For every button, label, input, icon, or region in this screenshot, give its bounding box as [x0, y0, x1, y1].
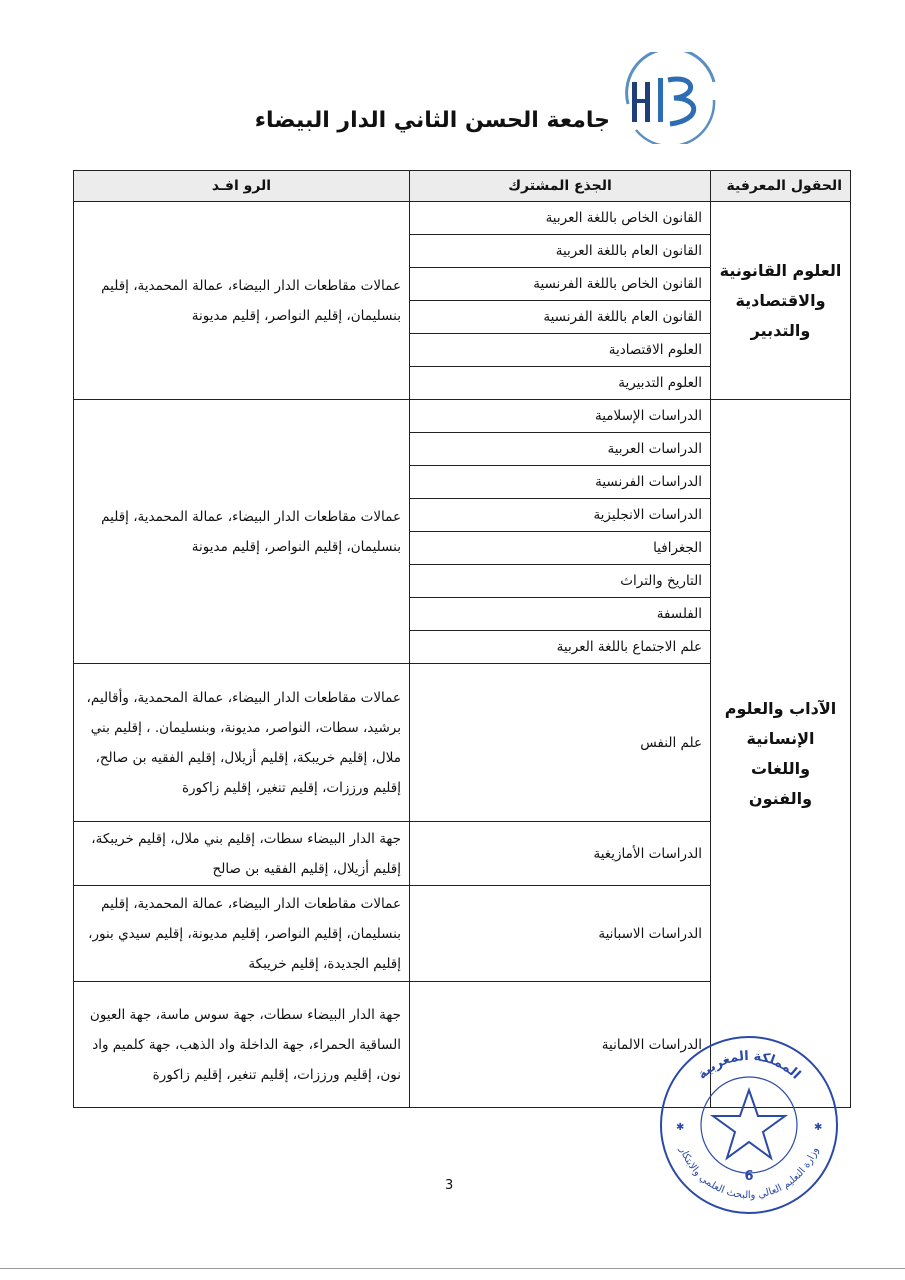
trunk-cell: القانون الخاص باللغة العربية — [410, 202, 711, 235]
trunk-cell: القانون الخاص باللغة الفرنسية — [410, 268, 711, 301]
header-feeders: الرو افـد — [74, 171, 410, 202]
ministry-stamp — [654, 1030, 844, 1220]
stamp-dot-right: ✱ — [814, 1122, 823, 1133]
programs-table — [73, 170, 851, 1108]
footer-divider — [0, 1268, 905, 1269]
trunk-cell: علم الاجتماع باللغة العربية — [410, 631, 711, 664]
university-title: جامعة الحسن الثاني الدار البيضاء — [254, 108, 610, 133]
header-field: الحقول المعرفية — [711, 171, 851, 202]
trunk-cell: الدراسات العربية — [410, 433, 711, 466]
table-row — [74, 400, 851, 433]
trunk-cell: الدراسات الالمانية — [410, 982, 711, 1108]
page-number: 3 — [445, 1178, 454, 1193]
table-row — [74, 202, 851, 235]
feeders-cell: عمالات مقاطعات الدار البيضاء، عمالة المحمدية، إقليم بنسليمان، إقليم النواصر، إقليم مديونة، إقليم سيدي بنور، إقليم الجديدة، إقليم خريبكة — [74, 886, 410, 982]
star-pentagram-icon — [713, 1090, 785, 1158]
feeders-cell: جهة الدار البيضاء سطات، إقليم بني ملال، إقليم خريبكة، إقليم أزيلال، إقليم الفقيه بن صالح — [74, 822, 410, 886]
feeders-cell: جهة الدار البيضاء سطات، جهة سوس ماسة، جهة العيون الساقية الحمراء، جهة الداخلة واد الذهب، جهة كلميم واد نون، إقليم ورززات، إقليم تنغير، إقليم زاكورة — [74, 982, 410, 1108]
trunk-cell: التاريخ والتراث — [410, 565, 711, 598]
stamp-bottom-text: وزارة التعليم العالي والبحث العلمي والابتكار — [677, 1145, 821, 1202]
feeders-cell: عمالات مقاطعات الدار البيضاء، عمالة المحمدية، إقليم بنسليمان، إقليم النواصر، إقليم مديونة — [74, 202, 410, 400]
trunk-cell: القانون العام باللغة الفرنسية — [410, 301, 711, 334]
stamp-top-text: المملكة المغربية — [694, 1048, 804, 1083]
table-header-row — [74, 171, 851, 202]
feeders-cell: عمالات مقاطعات الدار البيضاء، عمالة المحمدية، وأقاليم، برشيد، سطات، النواصر، مديونة، وبنسليمان. ، إقليم بني ملال، إقليم خريبكة، إقليم أزيلال، إقليم الفقيه بن صالح، إقليم ورززات، إقليم تنغير، إقليم زاكورة — [74, 664, 410, 822]
trunk-cell: القانون العام باللغة العربية — [410, 235, 711, 268]
header-trunk: الجذع المشترك — [410, 171, 711, 202]
field-cell: الآداب والعلوم الإنسانية واللغات والفنون — [711, 400, 851, 1108]
field-cell: العلوم القانونية والاقتصادية والتدبير — [711, 202, 851, 400]
trunk-cell: العلوم الاقتصادية — [410, 334, 711, 367]
stamp-dot-left: ✱ — [676, 1122, 685, 1133]
trunk-cell: الجغرافيا — [410, 532, 711, 565]
trunk-cell: الدراسات الانجليزية — [410, 499, 711, 532]
trunk-cell: الدراسات الأمازيغية — [410, 822, 711, 886]
trunk-cell: الفلسفة — [410, 598, 711, 631]
feeders-cell: عمالات مقاطعات الدار البيضاء، عمالة المحمدية، إقليم بنسليمان، إقليم النواصر، إقليم مديونة — [74, 400, 410, 664]
stamp-number: 6 — [744, 1169, 754, 1184]
trunk-cell: علم النفس — [410, 664, 711, 822]
trunk-cell: الدراسات الفرنسية — [410, 466, 711, 499]
trunk-cell: الدراسات الاسبانية — [410, 886, 711, 982]
trunk-cell: الدراسات الإسلامية — [410, 400, 711, 433]
university-logo-icon — [618, 52, 722, 144]
trunk-cell: العلوم التدبيرية — [410, 367, 711, 400]
